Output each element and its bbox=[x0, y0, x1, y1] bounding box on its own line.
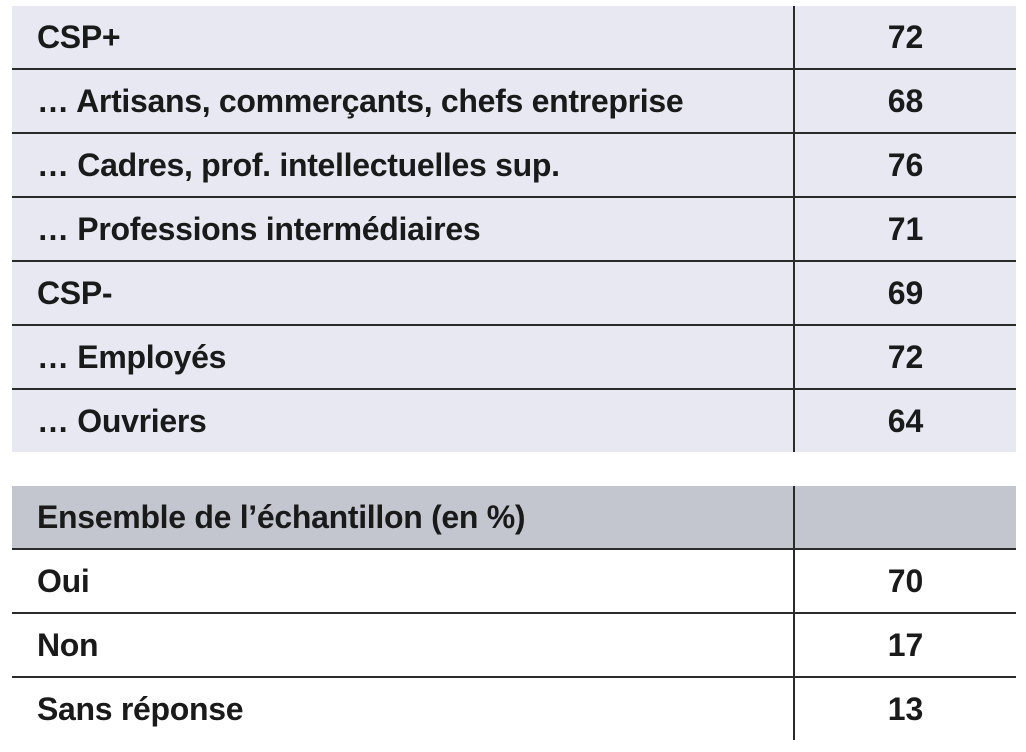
table-row bbox=[12, 198, 1016, 262]
row-label: … Employés bbox=[12, 326, 795, 388]
row-label: … Artisans, commerçants, chefs entreprise bbox=[12, 70, 795, 132]
row-value: 64 bbox=[887, 402, 924, 439]
row-value: 13 bbox=[887, 690, 924, 727]
row-label: … Professions intermédiaires bbox=[12, 198, 795, 260]
table-row bbox=[12, 550, 1016, 614]
table-row bbox=[12, 134, 1016, 198]
row-value: 76 bbox=[887, 146, 924, 183]
sample-table bbox=[12, 486, 1016, 740]
row-label: Non bbox=[12, 614, 795, 676]
table-header-row bbox=[12, 486, 1016, 550]
table-row bbox=[12, 70, 1016, 134]
row-value: 71 bbox=[887, 210, 924, 247]
row-value: 70 bbox=[887, 562, 924, 599]
row-label: CSP- bbox=[12, 262, 795, 324]
table-row bbox=[12, 262, 1016, 326]
header-label: Ensemble de l’échantillon (en %) bbox=[12, 486, 795, 548]
row-value: 72 bbox=[887, 338, 924, 375]
row-label: Oui bbox=[12, 550, 795, 612]
row-label: … Cadres, prof. intellectuelles sup. bbox=[12, 134, 795, 196]
row-value: 68 bbox=[887, 82, 924, 119]
row-value: 17 bbox=[887, 626, 924, 663]
table-row bbox=[12, 678, 1016, 740]
row-value: 69 bbox=[887, 274, 924, 311]
breakdown-table bbox=[12, 6, 1016, 452]
row-label: … Ouvriers bbox=[12, 390, 795, 452]
row-label: CSP+ bbox=[12, 6, 795, 68]
table-row bbox=[12, 614, 1016, 678]
table-row bbox=[12, 390, 1016, 452]
row-value: 72 bbox=[887, 18, 924, 55]
table-row bbox=[12, 326, 1016, 390]
table-row bbox=[12, 6, 1016, 70]
row-label: Sans réponse bbox=[12, 678, 795, 740]
header-value bbox=[795, 486, 1016, 548]
